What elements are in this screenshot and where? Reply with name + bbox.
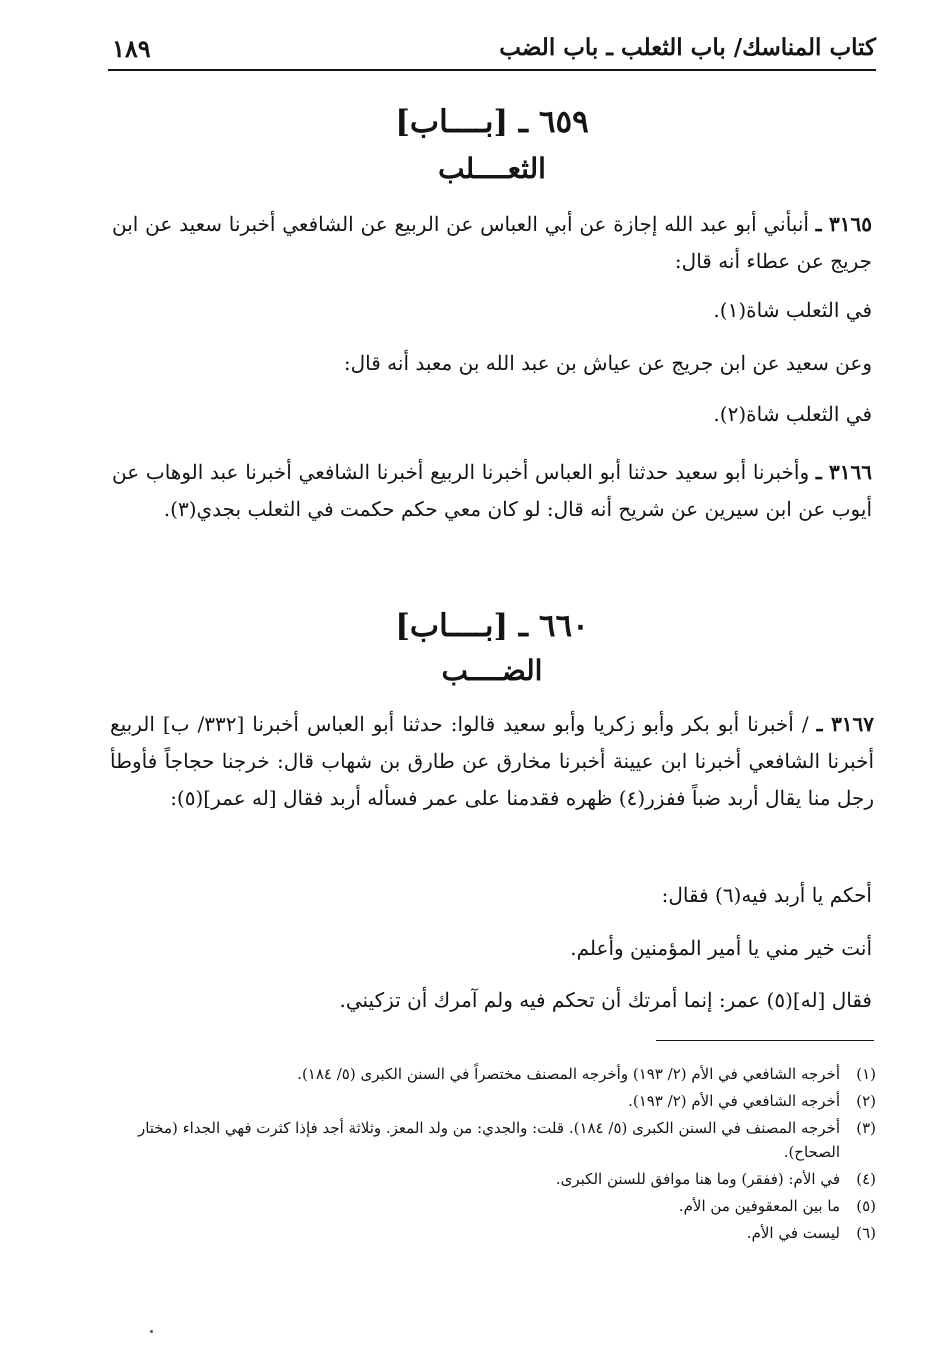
page-header bbox=[108, 28, 876, 72]
footnote-separator bbox=[656, 1040, 874, 1041]
hadith-number: ٣١٦٧ ـ bbox=[816, 712, 875, 736]
hadith-3167 bbox=[110, 706, 874, 817]
footnote-number: (١) bbox=[856, 1065, 876, 1083]
scan-speck bbox=[150, 1330, 153, 1333]
hadith-line: أحكم يا أربد فيه(٦) فقال: bbox=[661, 883, 872, 907]
footnotes bbox=[116, 1062, 876, 1248]
footnote-text: ليست في الأم. bbox=[746, 1224, 840, 1242]
footnote-text: أخرجه المصنف في السنن الكبرى (٥/ ١٨٤). قلت: والجدي: من ولد المعز. وثلاثة أجد فإذا كثرت فهي الجداء (مختار الصحاح). bbox=[137, 1119, 840, 1161]
bab-heading-659: ٦٥٩ ـ [بــــاب] bbox=[395, 104, 589, 140]
footnote bbox=[116, 1116, 876, 1164]
footnote-number: (٤) bbox=[856, 1170, 876, 1188]
footnote bbox=[116, 1221, 876, 1245]
footnote-text: في الأم: (ففقر) وما هنا موافق للسنن الكبرى. bbox=[555, 1170, 840, 1188]
hadith-number: ٣١٦٥ ـ bbox=[815, 212, 873, 236]
footnote-number: (٦) bbox=[856, 1224, 876, 1242]
footnote-text: أخرجه الشافعي في الأم (٢/ ١٩٣) وأخرجه المصنف مختصراً في السنن الكبرى (٥/ ١٨٤). bbox=[297, 1065, 840, 1083]
footnote-number: (٥) bbox=[856, 1197, 876, 1215]
running-title: كتاب المناسك/ باب الثعلب ـ باب الضب bbox=[499, 34, 876, 61]
hadith-line: وعن سعيد عن ابن جريج عن عياش بن عبد الله بن معبد أنه قال: bbox=[343, 351, 872, 375]
footnote bbox=[116, 1062, 876, 1086]
hadith-line: أنت خير مني يا أمير المؤمنين وأعلم. bbox=[570, 936, 872, 960]
footnote bbox=[116, 1089, 876, 1113]
hadith-line: فقال [له](٥) عمر: إنما أمرتك أن تحكم فيه ولم آمرك أن تزكيني. bbox=[339, 988, 872, 1012]
footnote bbox=[116, 1167, 876, 1191]
footnote bbox=[116, 1194, 876, 1218]
hadith-text: أنبأني أبو عبد الله إجازة عن أبي العباس عن الربيع عن الشافعي أخبرنا سعيد عن ابن جريج عن عطاء أنه قال: bbox=[112, 212, 872, 273]
footnote-number: (٢) bbox=[856, 1092, 876, 1110]
hadith-text: / أخبرنا أبو بكر وأبو زكريا وأبو سعيد قالوا: حدثنا أبو العباس أخبرنا [٣٣٢/ ب] الربيع أخبرنا الشافعي أخبرنا ابن عيينة أخبرنا مخارق عن طارق بن شهاب قال: خرجنا حجاجاً فأوطأ رجل منا يقال أربد ضباً ففزر(٤) ظهره فقدمنا على عمر فسأله أربد فقال [له عمر](٥): bbox=[110, 712, 874, 810]
bab-heading-660: ٦٦٠ ـ [بــــاب] bbox=[395, 608, 589, 644]
hadith-3166 bbox=[112, 454, 872, 528]
footnote-number: (٣) bbox=[856, 1119, 876, 1137]
hadith-line: في الثعلب شاة(٢). bbox=[713, 402, 872, 426]
footnote-text: ما بين المعقوفين من الأم. bbox=[678, 1197, 840, 1215]
hadith-text: وأخبرنا أبو سعيد حدثنا أبو العباس أخبرنا الربيع أخبرنا الشافعي أخبرنا عبد الوهاب عن أيوب عن ابن سيرين عن شريح أنه قال: لو كان معي حكم حكمت في الثعلب بجدي(٣). bbox=[112, 460, 872, 521]
topic-heading-fox: الثعــــلب bbox=[438, 152, 546, 185]
hadith-number: ٣١٦٦ ـ bbox=[815, 460, 872, 484]
page-number: ١٨٩ bbox=[112, 34, 151, 63]
header-rule bbox=[108, 69, 876, 71]
hadith-line: في الثعلب شاة(١). bbox=[713, 298, 872, 322]
hadith-3165 bbox=[112, 206, 872, 280]
topic-heading-lizard: الضــــب bbox=[441, 654, 543, 687]
footnote-text: أخرجه الشافعي في الأم (٢/ ١٩٣). bbox=[628, 1092, 840, 1110]
